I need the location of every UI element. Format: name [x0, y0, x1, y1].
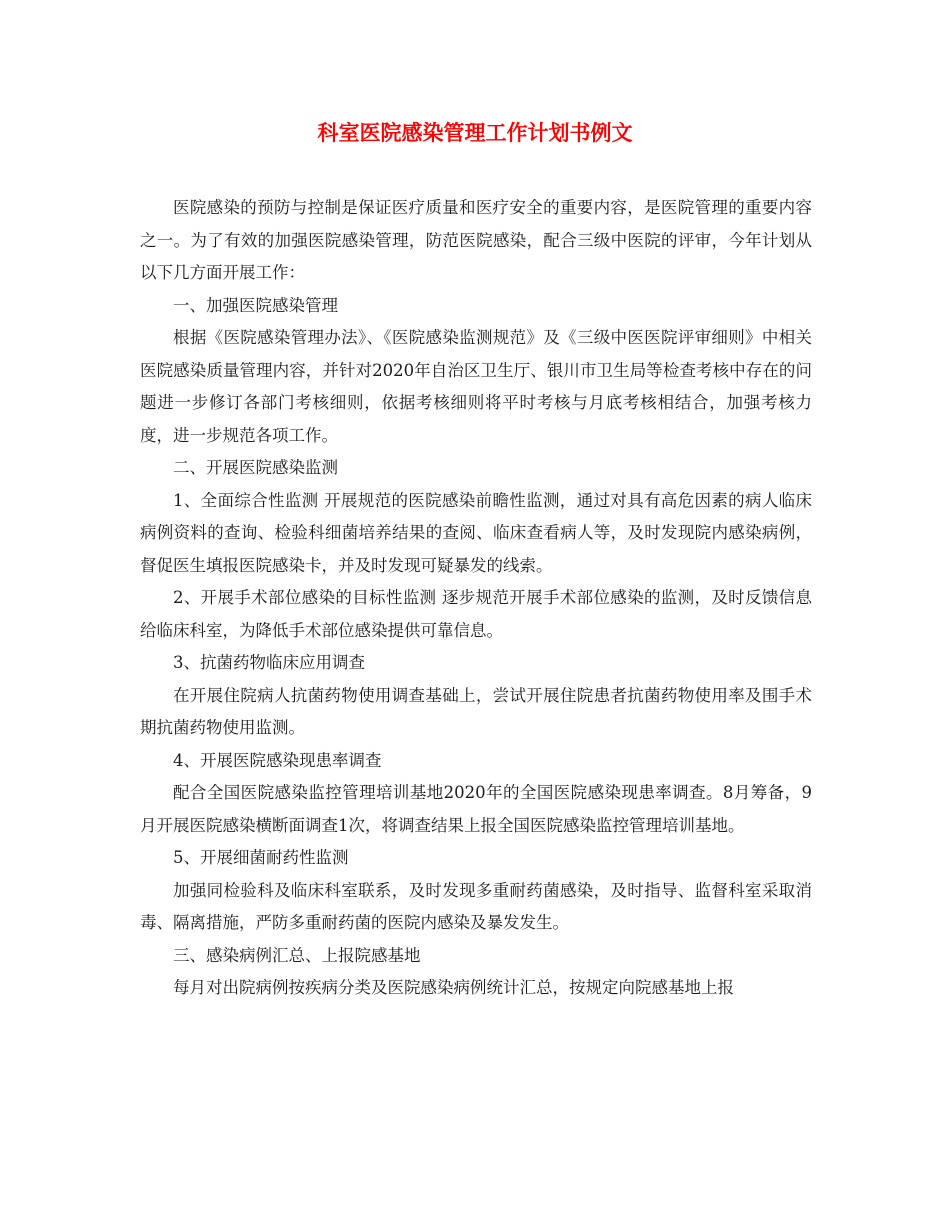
intro-paragraph: 医院感染的预防与控制是保证医疗质量和医疗安全的重要内容，是医院管理的重要内容之一。为了有效的加强医院感染管理，防范医院感染，配合三级中医院的评审，今年计划从以下几方面开展工作：: [140, 198, 812, 282]
section-heading-3: 三、感染病例汇总、上报院感基地: [173, 945, 421, 965]
item-3-paragraph: 在开展住院病人抗菌药物使用调查基础上，尝试开展住院患者抗菌药物使用率及围手术期抗菌药物使用监测。: [140, 685, 812, 737]
section-1-paragraph: 根据《医院感染管理办法》、《医院感染监测规范》及《三级中医医院评审细则》中相关医院感染质量管理内容，并针对2020年自治区卫生厅、银川市卫生局等检查考核中存在的问题进一步修订各部门考核细则，依据考核细则将平时考核与月底考核相结合，加强考核力度，进一步规范各项工作。: [140, 328, 812, 445]
section-3-paragraph: 每月对出院病例按疾病分类及医院感染病例统计汇总，按规定向院感基地上报: [173, 978, 734, 997]
item-5-paragraph: 加强同检验科及临床科室联系，及时发现多重耐药菌感染，及时指导、监督科室采取消毒、隔离措施，严防多重耐药菌的医院内感染及暴发发生。: [140, 880, 812, 932]
item-5-heading: 5、开展细菌耐药性监测: [173, 848, 349, 867]
document-body: [140, 192, 812, 1005]
item-1-paragraph: 1、全面综合性监测 开展规范的医院感染前瞻性监测，通过对具有高危因素的病人临床病例资料的查询、检验科细菌培养结果的查阅、临床查看病人等，及时发现院内感染病例，督促医生填报医院感染卡，并及时发现可疑暴发的线索。: [140, 490, 812, 575]
item-3-heading: 3、抗菌药物临床应用调查: [173, 653, 365, 672]
item-2-paragraph: 2、开展手术部位感染的目标性监测 逐步规范开展手术部位感染的监测，及时反馈信息给临床科室，为降低手术部位感染提供可靠信息。: [140, 588, 812, 640]
section-heading-1: 一、加强医院感染管理: [173, 295, 338, 315]
document-title: 科室医院感染管理工作计划书例文: [317, 120, 633, 145]
section-heading-2: 二、开展医院感染监测: [173, 458, 338, 477]
item-4-heading: 4、开展医院感染现患率调查: [173, 750, 382, 770]
item-4-paragraph: 配合全国医院感染监控管理培训基地2020年的全国医院感染现患率调查。8月筹备，9月开展医院感染横断面调查1次，将调查结果上报全国医院感染监控管理培训基地。: [140, 783, 812, 835]
